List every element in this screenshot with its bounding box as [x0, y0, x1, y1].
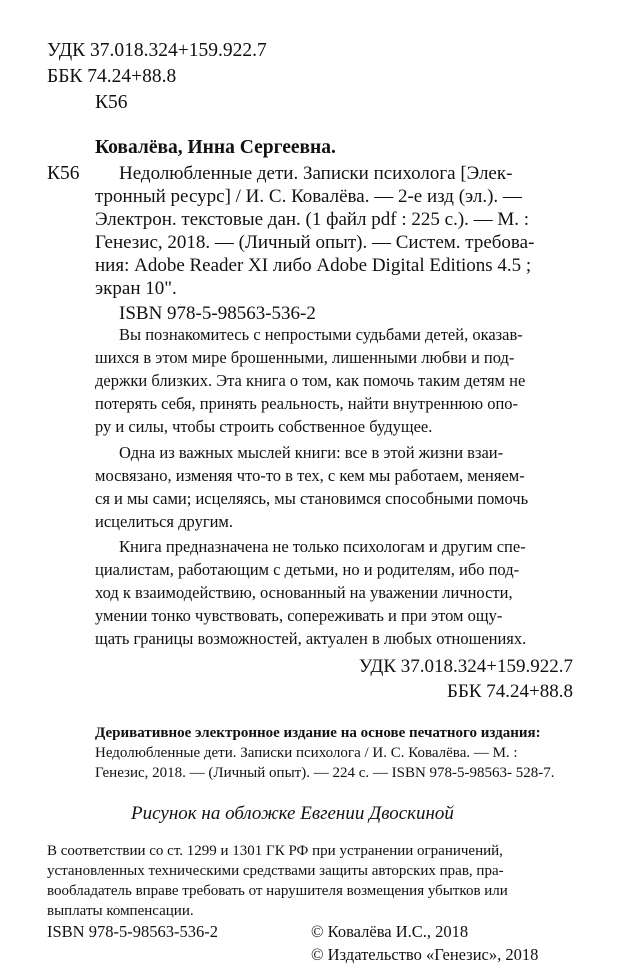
copyright-publisher: © Издательство «Генезис», 2018: [311, 945, 539, 964]
annotation-line: циалистам, работающим с детьми, но и родителям, ибо под-: [95, 560, 520, 579]
annotation-line: Одна из важных мыслей книги: все в этой жизни взаи-: [119, 443, 504, 462]
annotation-line: Книга предназначена не только психологам и другим спе-: [119, 537, 526, 556]
annotation-line: мосвязано, изменяя что-то в тех, с кем мы работаем, меняем-: [95, 466, 525, 485]
author-code-header: К56: [95, 92, 128, 113]
bib-line: тронный ресурс] / И. С. Ковалёва. — 2-е изд (эл.). —: [95, 186, 522, 207]
derivative-heading: Деривативное электронное издание на основе печатного издания:: [95, 725, 541, 741]
bbk-right: ББК 74.24+88.8: [447, 681, 573, 702]
bbk-header: ББК 74.24+88.8: [47, 66, 177, 87]
entry-code: К56: [47, 163, 80, 184]
annotation-line: умении тонко чувствовать, сопереживать и при этом ощу-: [95, 606, 503, 625]
bib-line: экран 10".: [95, 278, 177, 299]
annotation-line: ход к взаимодействию, основанный на уважении личности,: [95, 583, 513, 602]
annotation-line: держки близких. Эта книга о том, как помочь таким детям не: [95, 371, 526, 390]
derivative-line: Недолюбленные дети. Записки психолога / И. С. Ковалёва. — М. :: [95, 745, 518, 761]
bib-line: Генезис, 2018. — (Личный опыт). — Систем. требова-: [95, 232, 535, 253]
footer-isbn: ISBN 978-5-98563-536-2: [47, 922, 218, 941]
legal-line: установленных техническими средствами защиты авторских прав, пра-: [47, 863, 504, 879]
derivative-line: Генезис, 2018. — (Личный опыт). — 224 с. — ISBN 978-5-98563- 528-7.: [95, 765, 555, 781]
udc-header: УДК 37.018.324+159.922.7: [47, 40, 267, 61]
annotation-line: щать границы возможностей, актуален в любых отношениях.: [95, 629, 527, 648]
annotation-line: исцелиться другим.: [95, 512, 233, 531]
legal-line: В соответствии со ст. 1299 и 1301 ГК РФ при устранении ограничений,: [47, 843, 503, 859]
legal-line: вообладатель вправе требовать от нарушителя возмещения убытков или: [47, 883, 508, 899]
cover-credit: Рисунок на обложке Евгении Двоскиной: [131, 803, 454, 824]
udc-right: УДК 37.018.324+159.922.7: [358, 656, 573, 677]
bib-line: Электрон. текстовые дан. (1 файл pdf : 225 с.). — М. :: [95, 209, 530, 230]
annotation-line: ся и мы сами; исцеляясь, мы становимся способными помочь: [95, 489, 529, 508]
author-heading: Ковалёва, Инна Сергеевна.: [95, 137, 336, 158]
copyright-author: © Ковалёва И.С., 2018: [311, 922, 469, 941]
bib-line: ния: Adobe Reader XI либо Adobe Digital Editions 4.5 ;: [95, 255, 532, 276]
annotation-line: потерять себя, принять реальность, найти внутреннюю опо-: [95, 394, 519, 413]
bib-line: Недолюбленные дети. Записки психолога [Элек-: [119, 163, 513, 184]
annotation-line: Вы познакомитесь с непростыми судьбами детей, оказав-: [119, 325, 523, 344]
annotation-line: шихся в этом мире брошенными, лишенными любви и под-: [95, 348, 515, 367]
legal-line: выплаты компенсации.: [47, 903, 194, 919]
isbn-main: ISBN 978-5-98563-536-2: [119, 303, 316, 324]
annotation-line: ру и силы, чтобы строить собственное будущее.: [95, 417, 433, 436]
